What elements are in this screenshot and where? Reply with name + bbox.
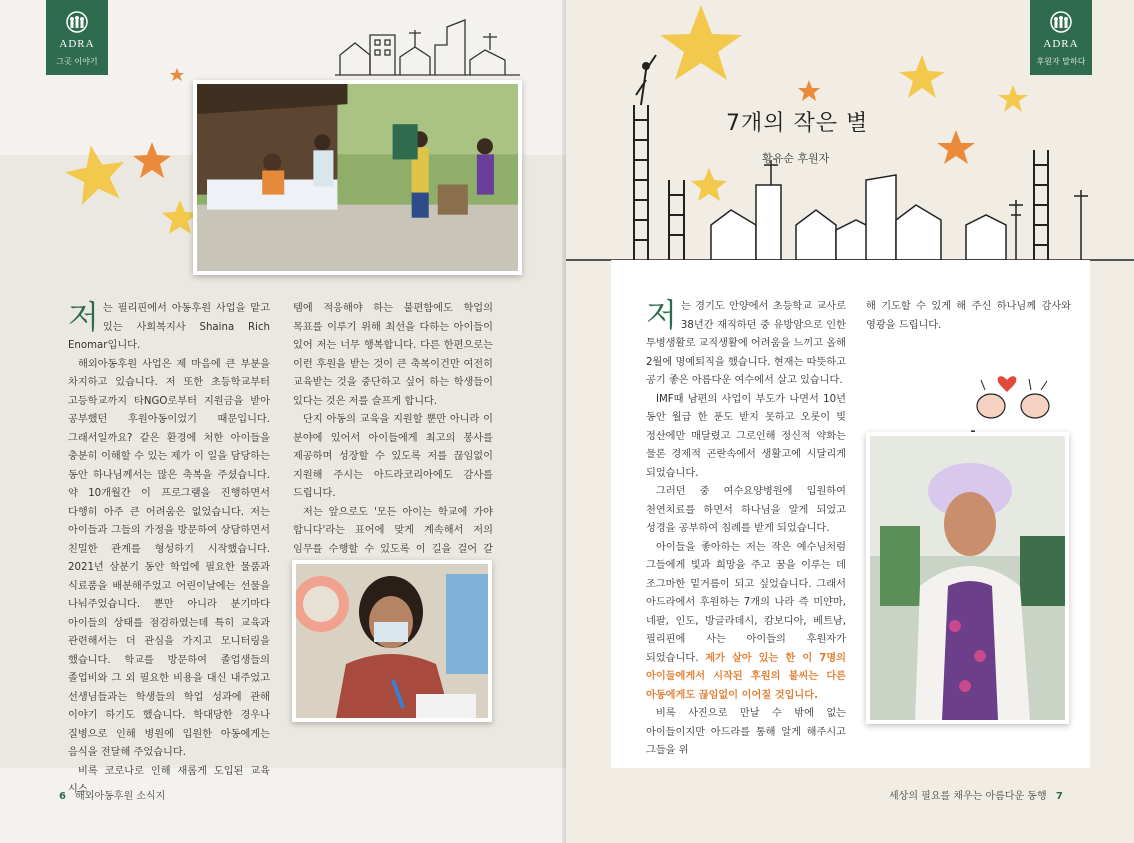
paragraph: 비록 사진으로 만날 수 밖에 없는 아이들이지만 아드라를 통해 알게 해주시고 그들을 위 [646,708,846,756]
footer-text: 세상의 필요를 채우는 아름다운 동행 [889,791,1047,802]
adra-logo-icon [1044,10,1078,34]
paragraph [646,298,846,391]
photo-student [292,560,492,722]
adra-logo-icon [60,10,94,34]
page-number: 6 [59,791,66,802]
paragraph: 해 기도할 수 있게 해 주신 하나님께 감사와 영광을 드립니다. [866,301,1071,331]
tab-section-label: 그곳 이야기 [56,57,98,66]
paragraph: 템에 적응해야 하는 불편함에도 학업의 목표를 이루기 위해 최선을 다하는 아이들이 있어 저는 너무 행복합니다. 다른 한편으로는 이런 후원을 받는 것이 큰 축복이건만 여전히 교육받는 것을 중단하고 싶어 하는 학생들이 있다는 것은 저를 슬프게 합니다. [293,303,493,407]
article-column-1 [68,300,270,800]
volunteers-distribution-photo-icon [197,84,518,271]
highlighted-text: 제가 살아 있는 한 이 7명의 아이들에게서 시작된 후원의 불씨는 다른 아동에게도 끊임없이 이어질 것입니다. [646,652,847,701]
footer-left [59,787,165,802]
paragraph [646,539,846,706]
tab-section-label: 후원자 말하다 [1036,57,1086,66]
paragraph-text: 는 필리핀에서 아동후원 사업을 맡고 있는 사회복지사 Shaina Rich Enomar입니다. [68,303,270,351]
paragraph [68,300,270,356]
article-title: 7개의 작은 별 [726,111,869,136]
paragraph-text: 아이들을 좋아하는 저는 작은 예수님처럼 그들에게 빛과 희망을 주고 꿈을 이루는 데 조그마한 밑거름이 되고 싶었습니다. 그래서 아드라에서 후원하는 7개의 나라 즉 미얀마, 네팔, 인도, 방글라데시, 캄보디아, 베트남, 필리핀에 사는 아이들의 후원자가 되었습니다. [646,541,846,664]
city-sketch-icon [335,15,520,85]
left-page [0,0,566,843]
footer-text: 해외아동후원 소식지 [75,791,166,802]
article-column-2 [866,298,1071,335]
paragraph: 단지 아동의 교육을 지원할 뿐만 아니라 이 분야에 있어서 아이들에게 최고의 봉사를 제공하며 성장할 수 있도록 저를 끊임없이 지원해 주시는 아드라코리아에도 감사를 드립니다. [293,414,493,499]
paragraph: 해외아동후원 사업은 제 마음에 큰 부분을 차지하고 있습니다. 저 또한 초등학교부터 고등학교까지 타NGO로부터 지원금을 받아 공부했던 후원아동이었기 때문입니다. 그래서일까요? 같은 환경에 처한 아이들을 충분히 이해할 수 있는 제가 이 일을 담당하는 동안 하나님께서는 많은 축복을 주셨습니다. 약 10개월간 이 프로그램을 진행하면서 다행히 아주 큰 어려움은 없었습니다. 저는 아이들과 그들의 가정을 방문하여 상담하면서 친밀한 관계를 형성하기 시작했습니다. 2021년 삼분기 동안 학업에 필요한 물품과 식료품을 배분해주었고 어린이날에는 선물을 나눠주었습니다. 뿐만 아니라 분기마다 아이들의 상태를 점검하였는데 특히 교육과 관련해서는 더 관심을 가지고 모니터링을 했습니다. 학교를 방문하여 졸업생들의 졸업비와 그 외 필요한 비용을 대신 내주었고 선생님들과는 학생들의 학업 성과에 관해 이야기 하기도 했습니다. 학대당한 경우나 질병으로 인해 병원에 입원한 아동에게는 음식을 전달해 주었습니다. [68,358,270,758]
article-column-2 [293,300,493,578]
tab-brand: ADRA [59,38,95,50]
finger-heart-icon [971,370,1061,425]
article-column-1 [646,298,846,761]
photo-sponsor [866,432,1069,724]
paragraph: 저는 앞으로도 '모든 아이는 학교에 가야 합니다'라는 표어에 맞게 계속해서 저의 임무를 수행할 수 있도록 이 길을 걸어 갈 [293,506,493,555]
article-author: 황유순 후원자 [762,152,830,165]
paragraph-text: 는 경기도 안양에서 초등학교 교사로 38년간 재직하던 중 유방암으로 인한 투병생활로 교직생활에 어려움을 느끼고 올해 2월에 명예퇴직을 했습니다. 현재는 따뜻하고 공기 좋은 아름다운 여수에서 살고 있습니다. [646,301,846,386]
paragraph: IMF때 남편의 사업이 부도가 나면서 10년 동안 월급 한 푼도 받지 못하고 오롯이 빚 정산에만 매달렸고 그로인해 정신적 약화는 물론 경제적 곤란속에서 생활고에 시달리게 되었습니다. [646,393,846,479]
photo-volunteers [193,80,522,275]
paragraph: 비록 코로나로 인해 새롭게 도입된 교육 시스 [68,765,270,795]
page-number: 7 [1055,791,1063,802]
section-tab [1030,0,1092,75]
right-page [566,0,1134,843]
paragraph: 그러던 중 여수요양병원에 입원하여 천연치료를 하면서 하나님을 알게 되었고 성경을 공부하여 침례를 받게 되었습니다. [646,486,846,534]
drop-cap: 저 [646,296,677,334]
student-writing-photo-icon [296,564,488,718]
tab-brand: ADRA [1043,38,1079,50]
footer-right [889,787,1063,802]
drop-cap: 저 [68,298,99,336]
sponsor-portrait-photo-icon [870,436,1065,720]
